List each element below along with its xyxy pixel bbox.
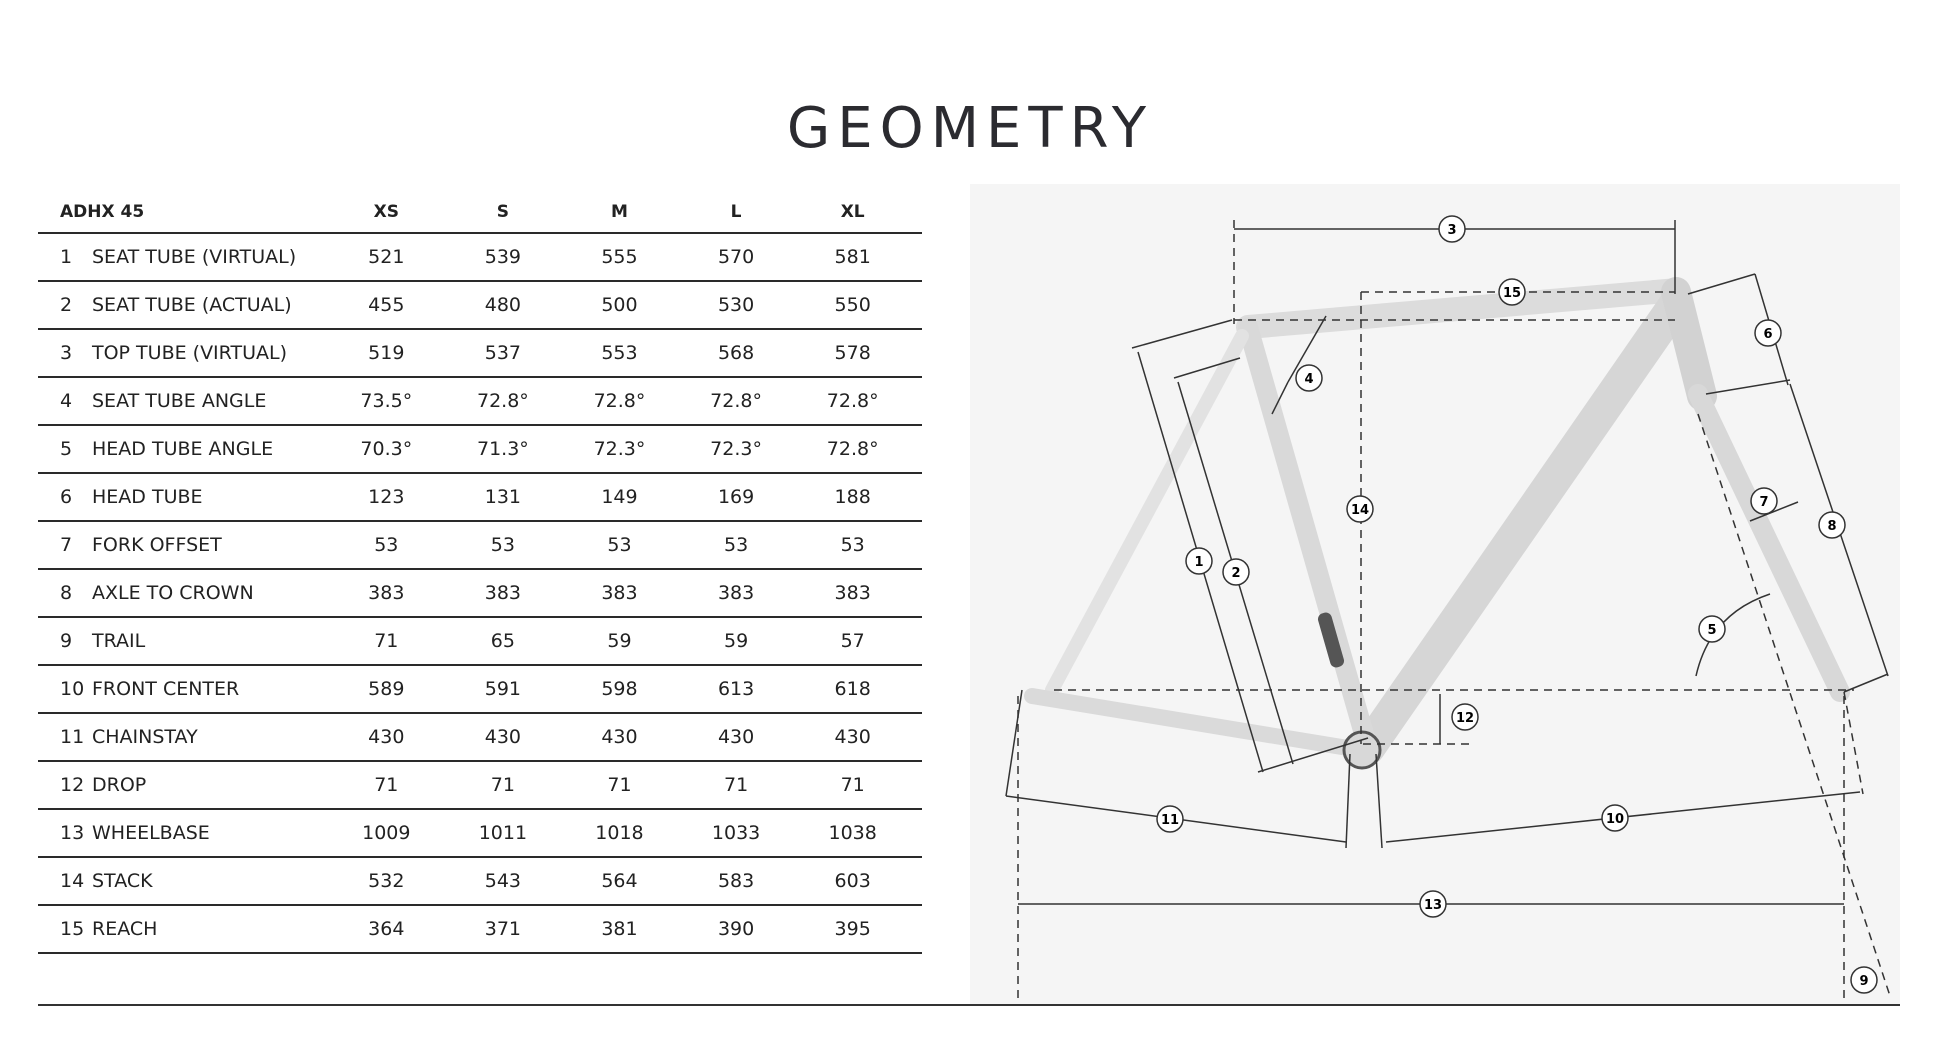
measurement-number: 8 (60, 582, 73, 604)
size-value: 618 (834, 678, 871, 700)
down-tube (1368, 304, 1676, 748)
seat-stay (1052, 336, 1242, 690)
measurement-label (38, 918, 328, 940)
size-value: 71 (490, 774, 515, 796)
size-value: 539 (484, 246, 522, 268)
size-value: 555 (601, 246, 638, 268)
size-header: XS (373, 202, 399, 222)
callout-number: 1 (1194, 555, 1204, 570)
size-value: 381 (601, 918, 638, 940)
size-value: 395 (834, 918, 871, 940)
table-row (38, 906, 922, 954)
table-row (38, 666, 922, 714)
measurement-name: CHAINSTAY (92, 726, 198, 748)
top-tube (1248, 290, 1678, 327)
fork (1698, 394, 1840, 692)
measurement-name: DROP (92, 774, 147, 796)
divider (38, 1004, 1900, 1006)
size-value: 364 (368, 918, 405, 940)
size-value: 430 (601, 726, 638, 748)
callout-marker (1499, 279, 1525, 305)
callout-marker (1439, 216, 1465, 242)
size-value: 583 (717, 870, 755, 892)
measurement-number: 3 (60, 342, 73, 364)
measurement-label (38, 870, 328, 892)
size-header: L (730, 202, 742, 222)
size-value: 188 (834, 486, 871, 508)
size-value: 383 (368, 582, 405, 604)
size-value: 65 (490, 630, 515, 652)
table-row (38, 234, 922, 282)
size-value: 521 (368, 246, 405, 268)
size-value: 430 (834, 726, 871, 748)
size-value: 581 (834, 246, 871, 268)
table-row (38, 522, 922, 570)
size-value: 383 (484, 582, 522, 604)
callout-number: 12 (1455, 711, 1475, 726)
bike-frame (1032, 290, 1840, 768)
size-value: 149 (601, 486, 638, 508)
callout-number: 6 (1763, 327, 1773, 342)
size-value: 371 (484, 918, 522, 940)
size-header: XL (840, 202, 865, 222)
measurement-label (38, 294, 328, 316)
size-value: 72.8° (476, 390, 529, 412)
page-title: GEOMETRY (786, 95, 1154, 161)
callout-marker (1452, 704, 1478, 730)
measurement-number: 13 (60, 822, 85, 844)
size-value: 72.8° (710, 390, 762, 412)
size-value: 430 (368, 726, 405, 748)
size-header: S (496, 202, 510, 222)
callout-number: 4 (1304, 372, 1314, 387)
table-header (38, 192, 922, 234)
size-value: 72.8° (826, 438, 879, 460)
table-row (38, 282, 922, 330)
measurement-name: SEAT TUBE (ACTUAL) (92, 294, 292, 316)
size-value: 383 (717, 582, 755, 604)
size-value: 57 (840, 630, 865, 652)
frame-diagram-svg (970, 184, 1900, 1004)
table-row (38, 762, 922, 810)
measurement-name: STACK (92, 870, 153, 892)
callout-number: 3 (1447, 223, 1457, 238)
size-value: 390 (717, 918, 755, 940)
callout-marker (1699, 616, 1725, 642)
size-value: 383 (834, 582, 871, 604)
size-value: 530 (717, 294, 755, 316)
callout-number: 8 (1827, 519, 1837, 534)
table-row (38, 810, 922, 858)
size-value: 53 (840, 534, 865, 556)
size-value: 71 (840, 774, 865, 796)
size-value: 550 (834, 294, 871, 316)
size-value: 568 (717, 342, 755, 364)
measurement-number: 14 (60, 870, 85, 892)
size-value: 53 (490, 534, 515, 556)
measurement-label (38, 246, 328, 268)
size-value: 480 (484, 294, 522, 316)
size-value: 169 (717, 486, 755, 508)
callout-number: 2 (1231, 566, 1241, 581)
size-value: 1038 (828, 822, 877, 844)
size-value: 455 (368, 294, 405, 316)
size-value: 53 (374, 534, 399, 556)
size-value: 543 (484, 870, 522, 892)
size-value: 131 (484, 486, 522, 508)
measurement-number: 10 (60, 678, 85, 700)
measurement-number: 4 (60, 390, 73, 412)
callout-number: 13 (1423, 898, 1443, 913)
measurement-label (38, 486, 328, 508)
size-value: 1009 (362, 822, 411, 844)
callout-number: 7 (1759, 495, 1769, 510)
size-value: 613 (717, 678, 755, 700)
table-row (38, 570, 922, 618)
size-value: 553 (601, 342, 638, 364)
head-tube (1676, 292, 1702, 396)
measurement-number: 15 (60, 918, 85, 940)
measurement-label (38, 342, 328, 364)
measurement-label (38, 390, 328, 412)
measurement-label (38, 630, 328, 652)
callout-number: 11 (1160, 813, 1180, 828)
table-row (38, 714, 922, 762)
size-value: 72.3° (593, 438, 646, 460)
size-value: 73.5° (360, 390, 413, 412)
size-value: 591 (484, 678, 522, 700)
size-value: 71 (374, 630, 399, 652)
measurement-name: SEAT TUBE (VIRTUAL) (92, 246, 297, 268)
measurement-name: HEAD TUBE ANGLE (92, 438, 274, 460)
size-value: 72.8° (593, 390, 646, 412)
size-value: 53 (607, 534, 632, 556)
measurement-name: HEAD TUBE (92, 486, 203, 508)
size-value: 430 (484, 726, 522, 748)
measurement-number: 11 (60, 726, 85, 748)
measurement-number: 12 (60, 774, 85, 796)
measurement-number: 2 (60, 294, 73, 316)
measurement-name: AXLE TO CROWN (92, 582, 254, 604)
callout-marker (1851, 967, 1877, 993)
measurement-name: WHEELBASE (92, 822, 210, 844)
measurement-label (38, 582, 328, 604)
callout-number: 14 (1350, 503, 1370, 518)
callout-marker (1296, 365, 1322, 391)
size-value: 71.3° (476, 438, 529, 460)
table-row (38, 618, 922, 666)
table-row (38, 330, 922, 378)
size-value: 71 (374, 774, 399, 796)
size-value: 1011 (478, 822, 528, 844)
callout-number: 10 (1605, 812, 1625, 827)
measurement-label (38, 438, 328, 460)
measurement-name: FORK OFFSET (92, 534, 222, 556)
size-value: 72.8° (826, 390, 879, 412)
measurement-name: TOP TUBE (VIRTUAL) (92, 342, 287, 364)
size-value: 59 (723, 630, 749, 652)
measurement-number: 7 (60, 534, 73, 556)
table-row (38, 426, 922, 474)
measurement-label (38, 534, 328, 556)
size-value: 578 (834, 342, 871, 364)
chain-stay (1032, 696, 1360, 750)
table-row (38, 474, 922, 522)
measurement-number: 9 (60, 630, 73, 652)
callout-marker (1186, 548, 1212, 574)
measurement-name: REACH (92, 918, 158, 940)
size-value: 500 (601, 294, 638, 316)
size-value: 1033 (711, 822, 761, 844)
size-value: 123 (368, 486, 405, 508)
table-row (38, 858, 922, 906)
size-value: 532 (368, 870, 405, 892)
size-value: 564 (601, 870, 638, 892)
measurement-number: 1 (60, 246, 73, 268)
size-value: 537 (484, 342, 522, 364)
callout-marker (1347, 496, 1373, 522)
measurement-name: TRAIL (92, 630, 146, 652)
geometry-table (38, 192, 922, 954)
size-value: 430 (717, 726, 755, 748)
size-value: 53 (723, 534, 749, 556)
measurement-label (38, 678, 328, 700)
model-name: ADHX 45 (60, 202, 145, 222)
size-value: 1018 (595, 822, 644, 844)
measurement-name: SEAT TUBE ANGLE (92, 390, 267, 412)
size-value: 519 (368, 342, 405, 364)
callout-marker (1157, 806, 1183, 832)
size-value: 570 (717, 246, 755, 268)
callout-marker (1819, 512, 1845, 538)
size-value: 603 (834, 870, 871, 892)
callout-number: 5 (1707, 623, 1717, 638)
measurement-label (38, 726, 328, 748)
size-value: 71 (723, 774, 749, 796)
size-value: 598 (601, 678, 638, 700)
callout-number: 9 (1859, 974, 1869, 989)
callout-marker (1420, 891, 1446, 917)
size-value: 71 (607, 774, 632, 796)
measurement-label (38, 822, 328, 844)
callout-marker (1223, 559, 1249, 585)
size-value: 72.3° (710, 438, 762, 460)
size-header: M (611, 202, 628, 222)
measurement-number: 5 (60, 438, 73, 460)
callout-marker (1755, 320, 1781, 346)
table-row (38, 378, 922, 426)
measurement-number: 6 (60, 486, 73, 508)
measurement-label (38, 774, 328, 796)
size-value: 383 (601, 582, 638, 604)
callout-marker (1751, 488, 1777, 514)
frame-diagram (970, 184, 1900, 1004)
callout-number: 15 (1502, 286, 1522, 301)
callout-marker (1602, 805, 1628, 831)
size-value: 70.3° (360, 438, 413, 460)
size-value: 59 (607, 630, 632, 652)
size-value: 589 (368, 678, 405, 700)
measurement-name: FRONT CENTER (92, 678, 240, 700)
